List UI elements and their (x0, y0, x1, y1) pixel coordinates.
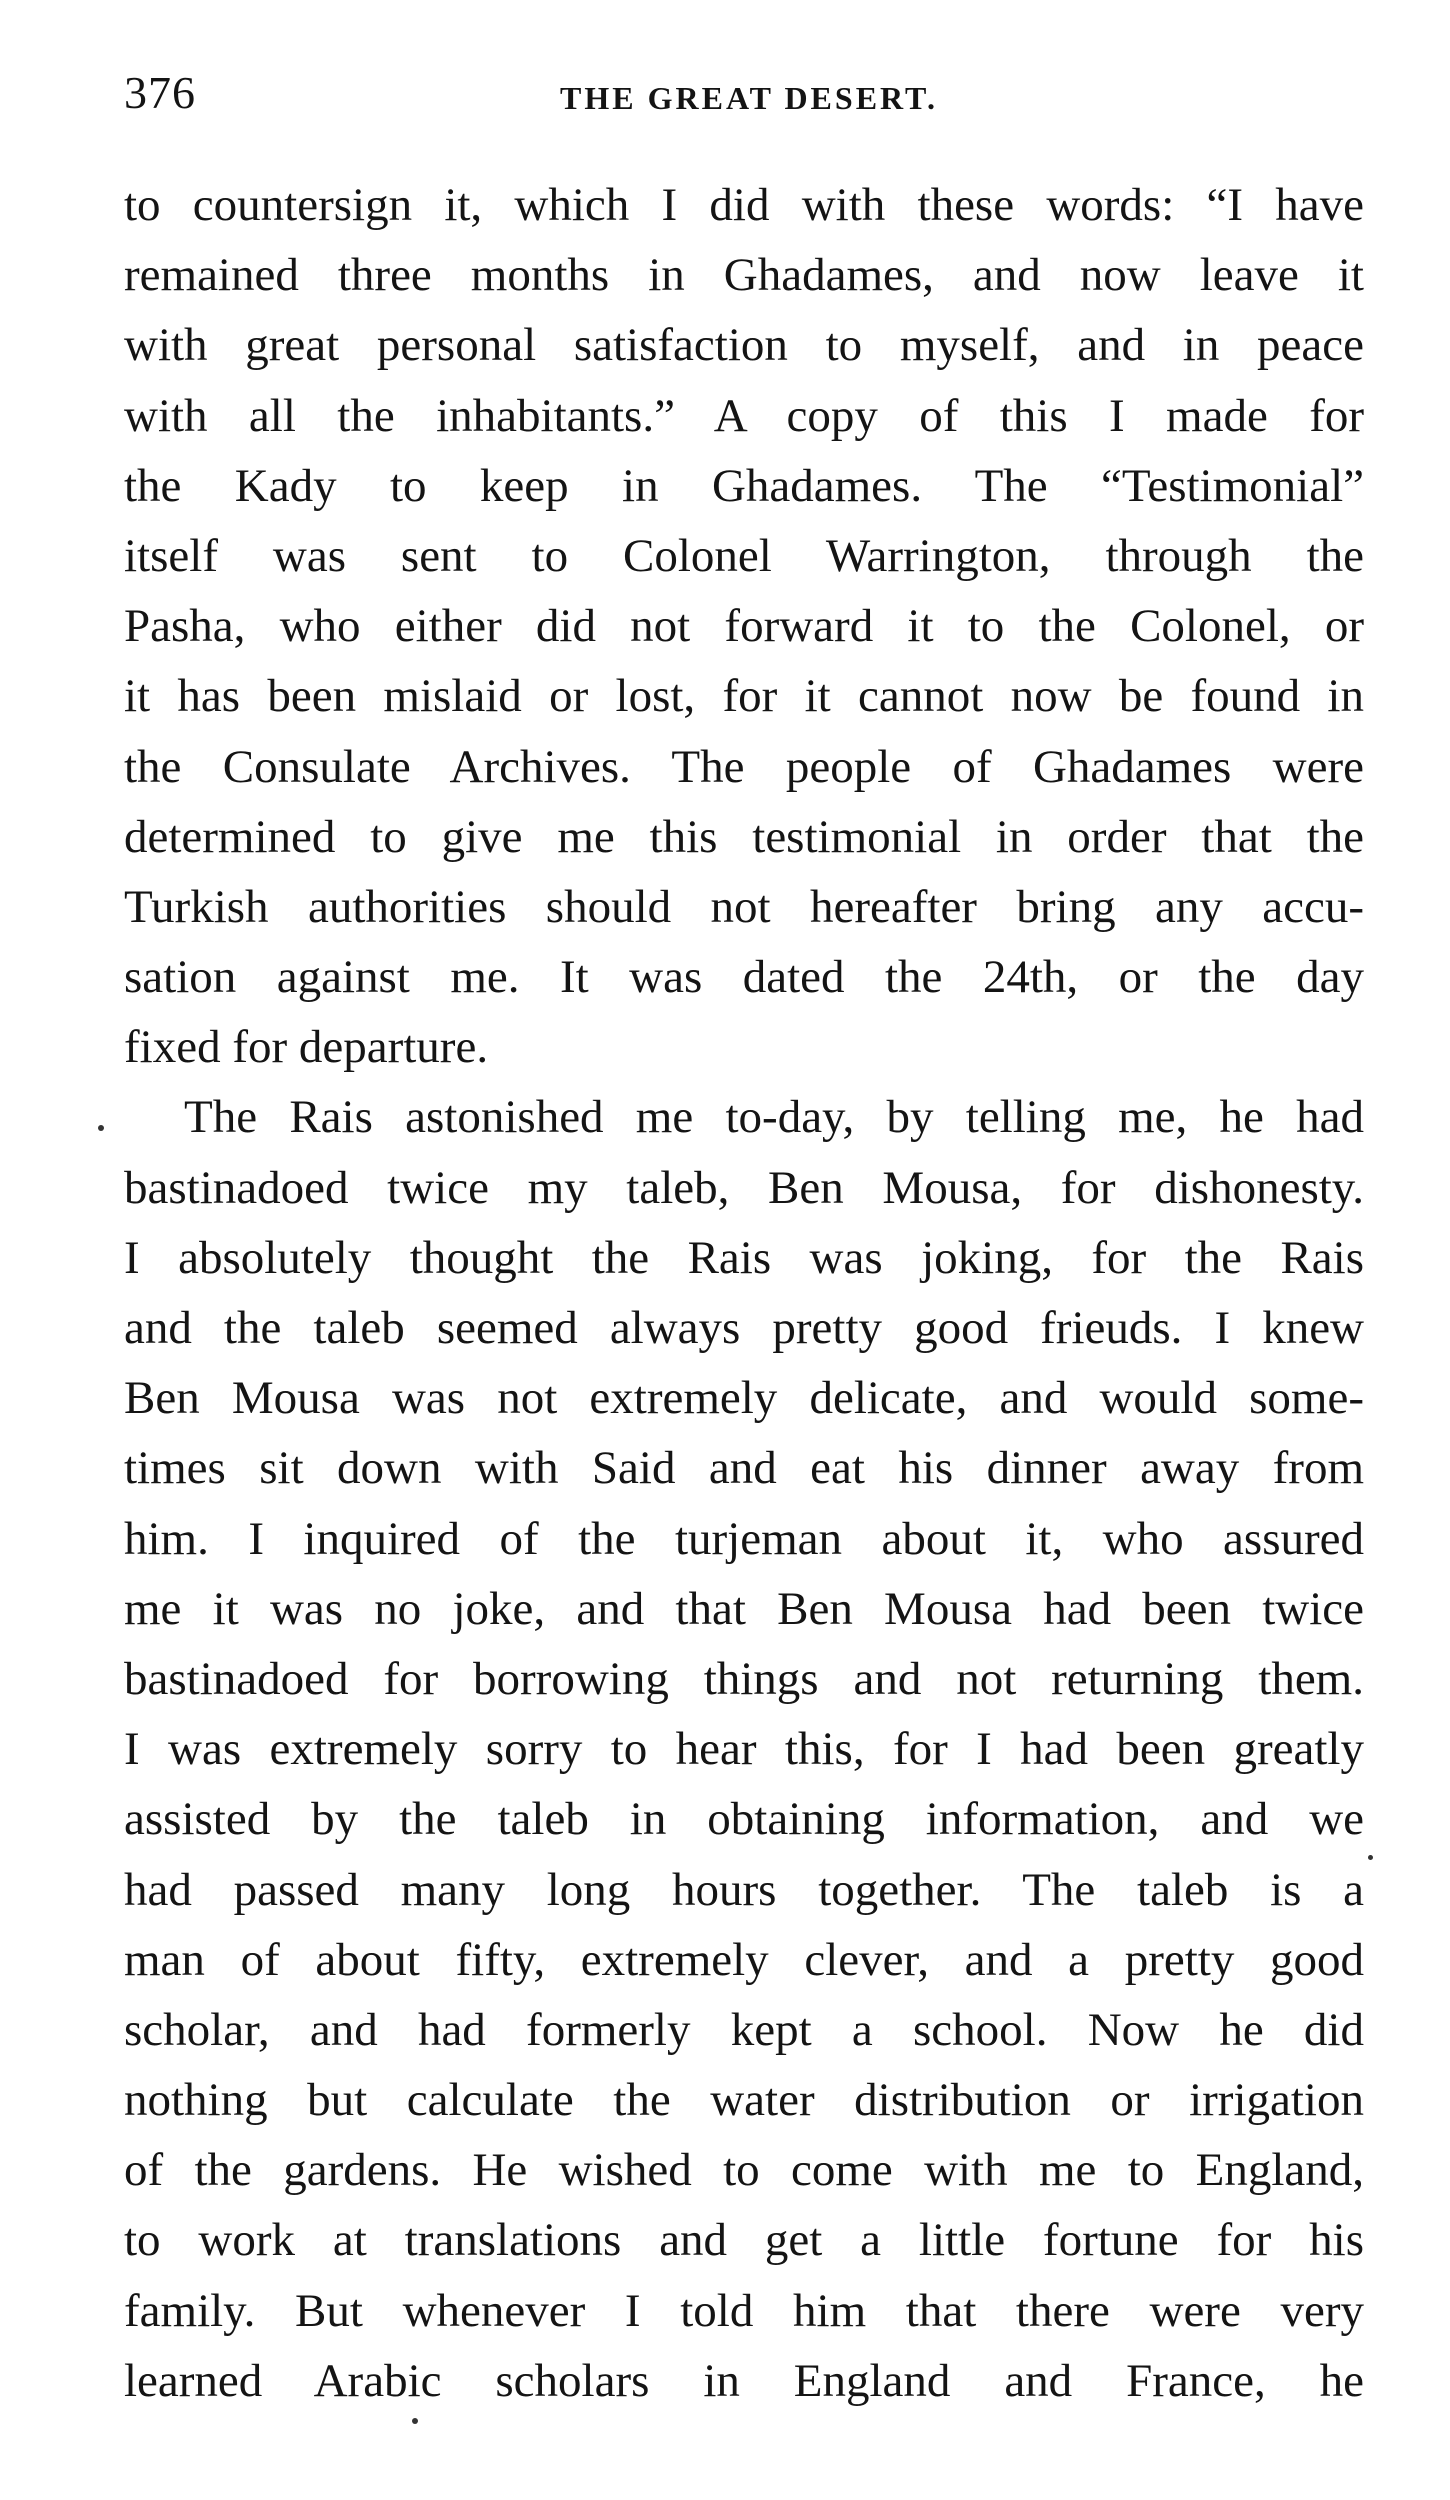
text-line: Ben Mousa was not extremely delicate, and would some- (124, 1372, 1364, 1425)
text-line: with all the inhabitants.” A copy of this I made for (124, 389, 1364, 442)
text-line: and the taleb seemed always pretty good frieuds. I knew (124, 1302, 1364, 1354)
body-text (124, 170, 1364, 2416)
text-line: the Kady to keep in Ghadames. The “Testimonial” (124, 459, 1364, 512)
text-line: itself was sent to Colonel Warrington, through the (124, 529, 1364, 582)
text-line: him. I inquired of the turjeman about it, who assured (124, 1512, 1364, 1565)
text-line: I absolutely thought the Rais was joking, for the Rais (124, 1231, 1364, 1284)
text-line: learned Arabic scholars in England and France, he (124, 2354, 1364, 2407)
print-speck (98, 1125, 104, 1131)
paragraph-2 (124, 1082, 1364, 2416)
running-title: THE GREAT DESERT. (560, 80, 938, 116)
text-line: fixed for departure. (124, 1021, 489, 1074)
text-line: of the gardens. He wished to come with me to England, (124, 2144, 1364, 2197)
page-number: 376 (124, 67, 196, 118)
text-line: me it was no joke, and that Ben Mousa had been twice (124, 1582, 1364, 1635)
text-line: assisted by the taleb in obtaining information, and we (124, 1793, 1364, 1846)
text-line: bastinadoed twice my taleb, Ben Mousa, for dishonesty. (124, 1161, 1364, 1214)
text-line: man of about fifty, extremely clever, and a pretty good (124, 1933, 1364, 1986)
text-line: nothing but calculate the water distribution or irrigation (124, 2074, 1364, 2127)
text-line: to work at translations and get a little fortune for his (124, 2214, 1364, 2267)
print-speck (412, 2418, 418, 2424)
text-line: times sit down with Said and eat his dinner away from (124, 1442, 1364, 1495)
text-line: had passed many long hours together. The taleb is a (124, 1863, 1364, 1916)
text-line: I was extremely sorry to hear this, for I had been greatly (124, 1723, 1364, 1776)
text-line: The Rais astonished me to-day, by telling me, he had (184, 1091, 1364, 1144)
text-line: determined to give me this testimonial in order that the (124, 810, 1364, 863)
text-line: with great personal satisfaction to myself, and in peace (124, 319, 1364, 372)
text-line: sation against me. It was dated the 24th, or the day (124, 951, 1364, 1004)
text-line: scholar, and had formerly kept a school. Now he did (124, 2003, 1364, 2056)
print-speck (1368, 1855, 1373, 1860)
text-line: family. But whenever I told him that there were very (124, 2284, 1364, 2337)
text-line: to countersign it, which I did with these words: “I have (124, 179, 1364, 231)
text-line: Turkish authorities should not hereafter bring any accu- (124, 880, 1364, 933)
text-line: the Consulate Archives. The people of Ghadames were (124, 740, 1364, 793)
text-line: remained three months in Ghadames, and now leave it (124, 249, 1364, 302)
text-line: bastinadoed for borrowing things and not returning them. (124, 1652, 1364, 1705)
page-header (124, 66, 1374, 136)
paragraph-1 (124, 170, 1364, 1082)
text-line: it has been mislaid or lost, for it cannot now be found in (124, 670, 1364, 723)
text-line: Pasha, who either did not forward it to the Colonel, or (124, 600, 1364, 653)
